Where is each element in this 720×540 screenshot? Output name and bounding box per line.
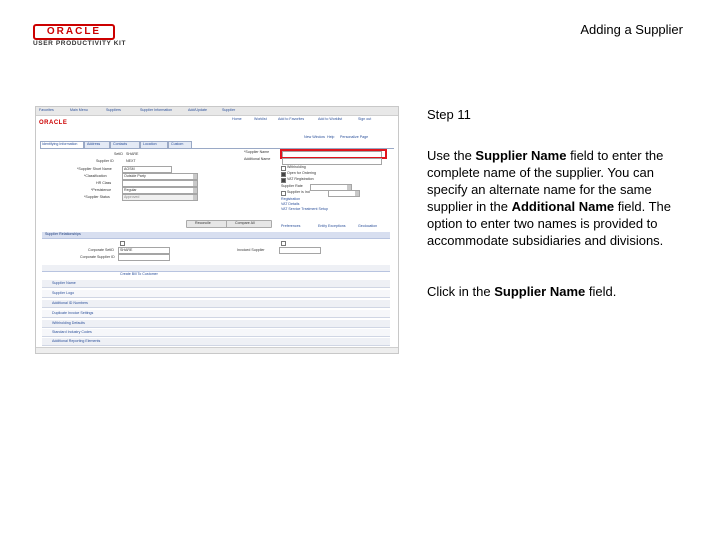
preferences-link[interactable]: Preferences xyxy=(281,224,301,228)
supplier-id-value: NEXT xyxy=(126,159,136,163)
additional-name-label: Additional Name xyxy=(244,157,271,161)
geolocation-link[interactable]: Geolocation xyxy=(358,224,378,228)
tab-address[interactable]: Address xyxy=(84,141,110,148)
add-favorites-link[interactable]: Add to Favorites xyxy=(278,117,305,121)
menu-item[interactable]: Favorites xyxy=(39,108,54,112)
additional-name-input[interactable] xyxy=(282,158,382,165)
supplier-ind-label: Supplier is Ind xyxy=(287,190,310,194)
create-bill-to-bar xyxy=(42,265,390,272)
setid-label: SetID xyxy=(114,152,123,156)
click-instruction: Click in the Supplier Name field. xyxy=(427,284,617,299)
supplier-relationships-header: Supplier Relationships xyxy=(42,232,390,239)
slide-title: Adding a Supplier xyxy=(580,22,683,37)
tab-identifying-information[interactable]: Identifying Information xyxy=(40,141,84,148)
menu-bar xyxy=(36,107,398,116)
home-link[interactable]: Home xyxy=(232,117,242,121)
hr-class-select[interactable] xyxy=(122,180,198,187)
registration-link[interactable]: Registration xyxy=(281,197,301,201)
supplier-rate-label: Supplier Rate xyxy=(281,184,303,188)
supplier-ind-select[interactable] xyxy=(328,190,360,197)
short-name-label: *Supplier Short Name xyxy=(77,167,112,171)
accordion-industry-codes[interactable]: Standard Industry Codes xyxy=(42,329,390,337)
menu-item[interactable]: Main Menu xyxy=(70,108,88,112)
application-screenshot xyxy=(35,106,399,354)
compare-all-button[interactable]: Compare All xyxy=(226,220,272,228)
withholding-label: Withholding xyxy=(287,165,306,169)
supplier-status-select[interactable]: Approved xyxy=(122,194,198,201)
oracle-logo: ORACLE xyxy=(33,24,115,40)
tab-contacts[interactable]: Contacts xyxy=(110,141,140,148)
new-window-link[interactable]: New Window xyxy=(304,135,325,139)
supplier-status-label: *Supplier Status xyxy=(84,195,110,199)
invoiced-supplier-checkbox[interactable] xyxy=(281,241,286,246)
menu-item[interactable]: Supplier xyxy=(222,108,236,112)
help-link[interactable]: Help xyxy=(327,135,335,139)
tab-location[interactable]: Location xyxy=(140,141,168,148)
persistence-label: *Persistence xyxy=(91,188,112,192)
supplier-name-label: *Supplier Name xyxy=(244,150,270,154)
withholding-checkbox[interactable] xyxy=(281,166,286,171)
create-bill-to-customer-link[interactable]: Create Bill To Customer xyxy=(120,272,158,276)
horizontal-scrollbar[interactable] xyxy=(36,347,398,353)
supplier-name-term: Supplier Name xyxy=(494,284,586,299)
peoplesoft-oracle-brand: ORACLE xyxy=(39,120,68,126)
personalize-page-link[interactable]: Personalize Page xyxy=(340,135,369,139)
corporate-setid-input[interactable]: SHARE xyxy=(118,247,170,254)
top-links-bar xyxy=(36,116,398,129)
instruction-text: Use the Supplier Name field to enter the complete name of the supplier. You can specify an alternate name for the same supplier in the Additional Name field. The option to enter two names is provided to accommodate subsidiaries and divisions. xyxy=(427,148,671,248)
add-worklist-link[interactable]: Add to Worklist xyxy=(318,117,343,121)
corporate-supplier-id-input[interactable] xyxy=(118,254,170,261)
open-for-ordering-checkbox[interactable] xyxy=(281,172,286,177)
classification-select[interactable]: Outside Party xyxy=(122,173,198,180)
vat-registration-checkbox[interactable] xyxy=(281,178,286,183)
open-for-ordering-label: Open for Ordering xyxy=(287,171,316,175)
tab-custom[interactable]: Custom xyxy=(168,141,192,148)
entity-exceptions-link[interactable]: Entity Exceptions xyxy=(318,224,346,228)
menu-item[interactable]: Suppliers xyxy=(106,108,121,112)
upk-subtitle: USER PRODUCTIVITY KIT xyxy=(33,40,127,47)
worklist-link[interactable]: Worklist xyxy=(254,117,267,121)
menu-item[interactable]: Supplier Information xyxy=(140,108,173,112)
supplier-name-term: Supplier Name xyxy=(475,148,567,163)
reconcile-button[interactable]: Reconcile xyxy=(186,220,228,228)
corporate-setid-label: Corporate SetID xyxy=(88,248,114,252)
menu-item[interactable]: Add/Update xyxy=(188,108,207,112)
accordion-supplier-name[interactable]: Supplier Name xyxy=(42,280,390,288)
sign-out-link[interactable]: Sign out xyxy=(358,117,372,121)
supplier-ind-checkbox[interactable] xyxy=(281,191,286,196)
vat-details-link[interactable]: VAT Details xyxy=(281,202,300,206)
corporate-supplier-checkbox[interactable] xyxy=(120,241,125,246)
accordion-withholding[interactable]: Withholding Defaults xyxy=(42,320,390,328)
step-number: Step 11 xyxy=(427,107,471,122)
corporate-supplier-id-label: Corporate Supplier ID xyxy=(80,255,115,259)
hr-class-label: HR Class xyxy=(96,181,112,185)
classification-label: *Classification xyxy=(84,174,107,178)
accordion-supplier-logo[interactable]: Supplier Logo xyxy=(42,290,390,298)
setid-value: SHARE xyxy=(126,152,139,156)
additional-name-term: Additional Name xyxy=(511,199,615,214)
invoiced-supplier-label: Invoiced Supplier xyxy=(237,248,265,252)
invoiced-supplier-input[interactable] xyxy=(279,247,321,254)
persistence-select[interactable]: Regular xyxy=(122,187,198,194)
vat-service-link[interactable]: VAT Service Treatment Setup xyxy=(281,207,328,211)
vat-registration-label: VAT Registration xyxy=(287,177,314,181)
accordion-additional-id[interactable]: Additional ID Numbers xyxy=(42,300,390,308)
accordion-reporting-elements[interactable]: Additional Reporting Elements xyxy=(42,338,390,346)
accordion-duplicate-invoice[interactable]: Duplicate Invoice Settings xyxy=(42,310,390,318)
short-name-input[interactable]: AOSM xyxy=(122,166,172,173)
supplier-id-label: Supplier ID xyxy=(96,159,114,163)
